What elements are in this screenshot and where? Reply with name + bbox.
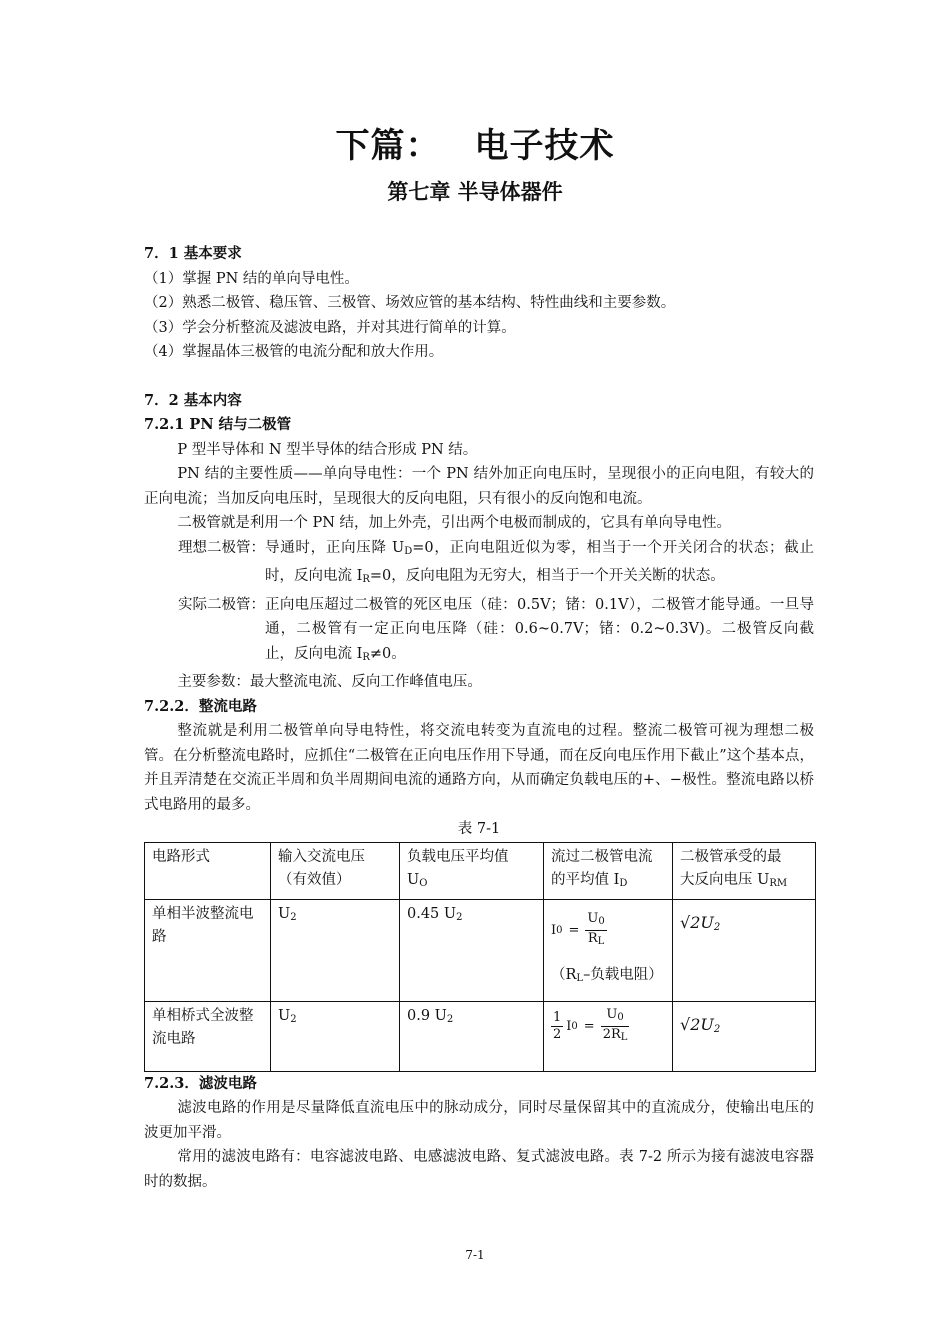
table-cell: $U_2$	[271, 899, 400, 1001]
section-7-2-3-heading: 7.2.3．滤波电路	[144, 1074, 257, 1092]
table-cell: $U_2$	[271, 1001, 400, 1071]
paragraph: 主要参数：最大整流电流、反向工作峰值电压。	[177, 674, 482, 690]
section-7-2-2-heading: 7.2.2．整流电路	[144, 697, 257, 715]
table-caption: 表 7-1	[457, 821, 501, 837]
fraction: $\frac{U_0}{2R_L}$	[602, 1006, 628, 1043]
paragraph: PN 结的主要性质——单向导电性：一个 PN 结外加正向电压时，呈现很小的正向电阻，有较大的正向电流；当加反向电压时，呈现很大的反向电阻，只有很小的反向饱和电流。	[144, 466, 814, 507]
table-row	[145, 1001, 816, 1071]
reverse-voltage-formula: $√2U_2$	[680, 1014, 721, 1035]
content-body	[144, 242, 814, 1194]
section-7-2-heading: 7．2 基本内容	[144, 391, 242, 409]
requirement-item: （3）学会分析整流及滤波电路，并对其进行简单的计算。	[144, 319, 516, 336]
header-cell: 电路形式	[145, 842, 271, 899]
actual-diode-label: 实际二极管：	[178, 596, 265, 613]
paragraph: 常用的滤波电路有：电容滤波电路、电感滤波电路、复式滤波电路。表 7-2 所示为接有滤波电容器时的数据。	[144, 1149, 814, 1190]
actual-diode-block	[144, 593, 814, 671]
table-cell	[673, 899, 816, 1001]
paragraph: P 型半导体和 N 型半导体的结合形成 PN 结。	[177, 441, 478, 458]
header-cell: 二极管承受的最 大反向电压 $U_{RM}$	[673, 842, 816, 899]
table-cell: 单相桥式全波整流电路	[145, 1001, 271, 1071]
table-cell	[673, 1001, 816, 1071]
requirement-item: （2）熟悉二极管、稳压管、三极管、场效应管的基本结构、特性曲线和主要参数。	[144, 295, 676, 311]
fraction: $\frac{U_0}{R_L}$	[587, 910, 605, 947]
half-wave-current-formula: I 0 = $\frac{U_0}{R_L}$	[551, 911, 666, 950]
main-title	[0, 118, 950, 167]
fraction: $\frac{1}{2}$	[553, 1009, 562, 1042]
table-cell: 0.9 $U_2$	[400, 1001, 544, 1071]
ideal-diode-block	[144, 536, 814, 593]
actual-diode-text: 正向电压超过二极管的死区电压（硅：0.5V；锗：0.1V），二极管才能导通。一旦导通，二极管有一定正向电压降（硅：0.6~0.7V；锗：0.2~0.3V)。二极管反向截止，反向电流 $I_R\ne 0$。	[265, 596, 814, 663]
header-cell: 流过二极管电流 的平均值 $I_D$	[544, 842, 673, 899]
table-cell: 单相半波整流电路	[145, 899, 271, 1001]
rectifier-table	[144, 842, 816, 1072]
page-number: 7-1	[465, 1248, 485, 1262]
ideal-diode-label: 理想二极管：	[178, 539, 265, 556]
ideal-diode-text: 导通时，正向压降 $U_D=0$，正向电阻近似为零，相当于一个开关闭合的状态；截止时，反向电流 $I_R=0$，反向电阻为无穷大，相当于一个开关关断的状态。	[265, 539, 814, 585]
load-resistor-note: （$R_L-$负载电阻）	[551, 966, 663, 984]
paragraph: 整流就是利用二极管单向导电特性，将交流电转变为直流电的过程。整流二极管可视为理想二极管。在分析整流电路时，应抓住“二极管在正向电压作用下导通，而在反向电压作用下截止”这个基本点，并且弄清楚在交流正半周和负半周期间电流的通路方向，从而确定负载电压的+、−极性。整流电路以桥式电路用的最多。	[144, 723, 814, 813]
table-cell	[544, 899, 673, 1001]
header-cell: 输入交流电压 （有效值）	[271, 842, 400, 899]
table-header-row	[145, 842, 816, 899]
full-wave-current-formula: $\frac{1}{2}$ I 0 = $\frac{U_0}{2R_L}$	[551, 1007, 666, 1046]
section-7-2-1-heading: 7.2.1 PN 结与二极管	[144, 416, 292, 433]
paragraph: 滤波电路的作用是尽量降低直流电压中的脉动成分，同时尽量保留其中的直流成分，使输出电压的波更加平滑。	[144, 1100, 814, 1141]
title-part-1: 下篇：	[335, 126, 441, 166]
requirement-item: （4）掌握晶体三极管的电流分配和放大作用。	[144, 344, 444, 360]
table-cell: 0.45 $U_2$	[400, 899, 544, 1001]
table-row	[145, 899, 816, 1001]
chapter-title: 第七章 半导体器件	[387, 179, 563, 204]
paragraph: 二极管就是利用一个 PN 结，加上外壳，引出两个电极而制成的，它具有单向导电性。	[177, 515, 732, 531]
requirement-item: （1）掌握 PN 结的单向导电性。	[144, 270, 359, 287]
title-part-2: 电子技术	[474, 126, 615, 166]
table-cell	[544, 1001, 673, 1071]
header-cell: 负载电压平均值 $U_O$	[400, 842, 544, 899]
section-7-1-heading: 7．1 基本要求	[144, 245, 242, 262]
reverse-voltage-formula: $√2U_2$	[680, 912, 721, 933]
